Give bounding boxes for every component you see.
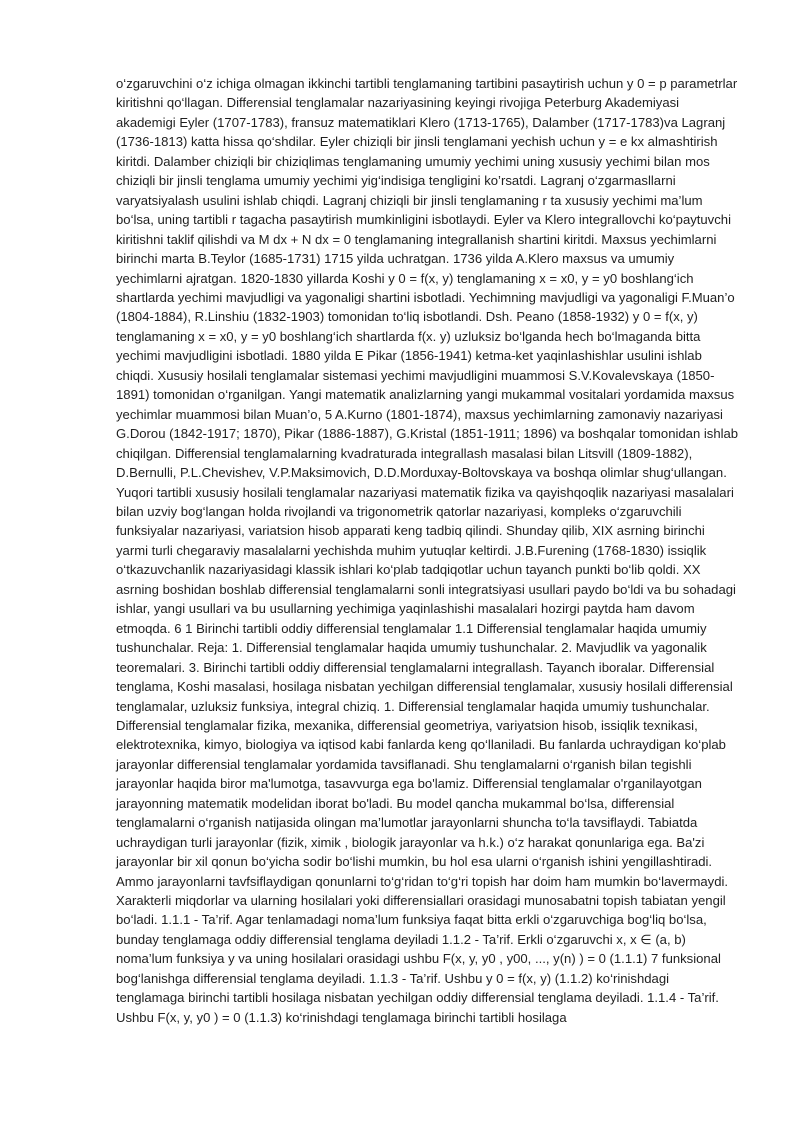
body-paragraph: o‘zgaruvchini o‘z ichiga olmagan ikkinchi tartibli tenglamaning tartibini pasaytirish uchun y 0 = p parametrlar kiritishni qo‘llagan. Differensial tenglamalar nazariyasining keyingi rivojiga Peterburg Akademiyasi akademigi Eyler (1707-1783), fransuz matematiklari Klero (1713-1765), Dalamber (1717-1783)va Lagranj (1736-1813) katta hissa qo‘shdilar. Eyler chiziqli bir jinsli tenglamani yechish uchun y = e kx almashtirish kiritdi. Dalamber chiziqli bir chiziqlimas tenglamaning umumiy yechimi uning xususiy yechimi bilan mos chiziqli bir jinsli tenglama umumiy yechimi yig‘indisiga tengligini ko’rsatdi. Lagranj o‘zgarmasllarni varyatsiyalash usulini ishlab chiqdi. Lagranj chiziqli bir jinsli tenglamaning r ta xususiy yechimi ma’lum bo‘lsa, uning tartibli r tagacha pasaytirish mumkinligini isbotlaydi. Eyler va Klero integrallovchi ko‘paytuvchi kiritishni taklif qilishdi va M dx + N dx = 0 tenglamaning integrallanish shartini kiritdi. Maxsus yechimlarni birinchi marta B.Teylor (1685-1731) 1715 yilda uchratgan. 1736 yilda A.Klero maxsus va umumiy yechimlarni ajratgan. 1820-1830 yillarda Koshi y 0 = f(x, y) tenglamaning x = x0, y = y0 boshlang‘ich shartlarda yechimi mavjudligi va yagonaligi shartini isbotladi. Yechimning mavjudligi va yagonaligi F.Muan’o (1804-1884), R.Linshiu (1832-1903) tomonidan to‘liq isbotlandi. Dsh. Peano (1858-1932) y 0 = f(x, y) tenglamaning x = x0, y = y0 boshlang‘ich shartlarda f(x. y) uzluksiz bo‘lganda hech bo‘lmaganda bitta yechimi mavjudligini isbotladi. 1880 yilda E Pikar (1856-1941) ketma-ket yaqinlashishlar usulini ishlab chiqdi. Xususiy hosilali tenglamalar sistemasi yechimi mavjudligini muammosi S.V.Kovalevskaya (1850-1891) tomonidan o‘rganilgan. Yangi matematik analizlarning yangi mukammal vositalari yordamida maxsus yechimlar muammosi bilan Muan’o, 5 A.Kurno (1801-1874), maxsus yechimlarning zamonaviy nazariyasi G.Dorou (1842-1917; 1870), Pikar (1886-1887), G.Kristal (1851-1911; 1896) va boshqalar tomonidan ishlab chiqilgan. Differensial tenglamalarning kvadraturada integrallash masalasi bilan Litsvill (1809-1882), D.Bernulli, P.L.Chevishev, V.P.Maksimovich, D.D.Morduxay-Boltovskaya va boshqa olimlar shug‘ullangan. Yuqori tartibli xususiy hosilali tenglamalar nazariyasi matematik fizika va qayishqoqlik nazariyasi masalalari bilan uzviy bog‘langan holda rivojlandi va trigonometrik qatorlar nazariyasi, kompleks o‘zgaruvchili funksiyalar nazariyasi, variatsion hisob apparati keng tadbiq qilindi. Shunday qilib, XIX asrning birinchi yarmi turli chegaraviy masalalarni yechishda muhim yutuqlar keltirdi. J.B.Furening (1768-1830) issiqlik o‘tkazuvchanlik nazariyasidagi klassik ishlari ko‘plab tadqiqotlar uchun tayanch punkti bo‘lib qoldi. XX asrning boshidan boshlab differensial tenglamalarni sonli integratsiyasi usullari paydo bo‘ldi va bu sohadagi ishlar, yangi usullari va bu usullarning yechimiga yaqinlashishi masalalari hozirgi paytda ham davom etmoqda. 6 1 Birinchi tartibli oddiy differensial tenglamalar 1.1 Differensial tenglamalar haqida umumiy tushunchalar. Reja: 1. Differensial tenglamalar haqida umumiy tushunchalar. 2. Mavjudlik va yagonalik teoremalari. 3. Birinchi tartibli oddiy differensial tenglamalarni integrallash. Tayanch iboralar. Differensial tenglama, Koshi masalasi, hosilaga nisbatan yechilgan differensial tenglamalar, xususiy hosilali differensial tenglamalar, uzluksiz funksiya, integral chiziq. 1. Differensial tenglamalar haqida umumiy tushunchalar. Differensial tenglamalar fizika, mexanika, differensial geometriya, variyatsion hisob, issiqlik texnikasi, elektrotexnika, kimyo, biologiya va iqtisod kabi fanlarda keng qo‘llaniladi. Bu fanlarda uchraydigan ko‘plab jarayonlar differensial tenglamalar yordamida tavsiflanadi. Shu tenglamalarni o‘rganish bilan tegishli jarayonlar haqida biror ma'lumotga, tasavvurga ega bo'lamiz. Differensial tenglamalar o'rganilayotgan jarayonning matematik modelidan iborat bo'ladi. Bu model qancha mukammal bo‘lsa, differensial tenglamalarni o‘rganish natijasida olingan ma’lumotlar jarayonlarni shuncha to‘la tavsiflaydi. Tabiatda uchraydigan turli jarayonlar (fizik, ximik , biologik jarayonlar va h.k.) o‘z harakat qonunlariga ega. Ba'zi jarayonlar bir xil qonun bo‘yicha sodir bo‘lishi mumkin, bu hol esa ularni o‘rganish ishini yengillashtiradi. Ammo jarayonlarni tavfsiflaydigan qonunlarni to‘g‘ridan to‘g‘ri topish har doim ham mumkin bo‘lavermaydi. Xarakterli miqdorlar va ularning hosilalari yoki differensiallari orasidagi munosabatni topish tabiatan yengil bo‘ladi. 1.1.1 - Ta’rif. Agar tenlamadagi noma’lum funksiya faqat bitta erkli o‘zgaruvchiga bog‘liq bo‘lsa, bunday tenglamaga oddiy differensial tenglama deyiladi 1.1.2 - Ta’rif. Erkli o‘zgaruvchi x, x ∈ (a, b) noma’lum funksiya y va uning hosilalari orasidagi ushbu F(x, y, y0 , y00, ..., y(n) ) = 0 (1.1.1) 7 funksional bog‘lanishga differensial tenglama deyiladi. 1.1.3 - Ta’rif. Ushbu y 0 = f(x, y) (1.1.2) ko‘rinishdagi tenglamaga birinchi tartibli hosilaga nisbatan yechilgan oddiy differensial tenglama deyiladi. 1.1.4 - Ta’rif. Ushbu F(x, y, y0 ) = 0 (1.1.3) ko‘rinishdagi tenglamaga birinchi tartibli hosilaga — [116, 76, 739, 1025]
